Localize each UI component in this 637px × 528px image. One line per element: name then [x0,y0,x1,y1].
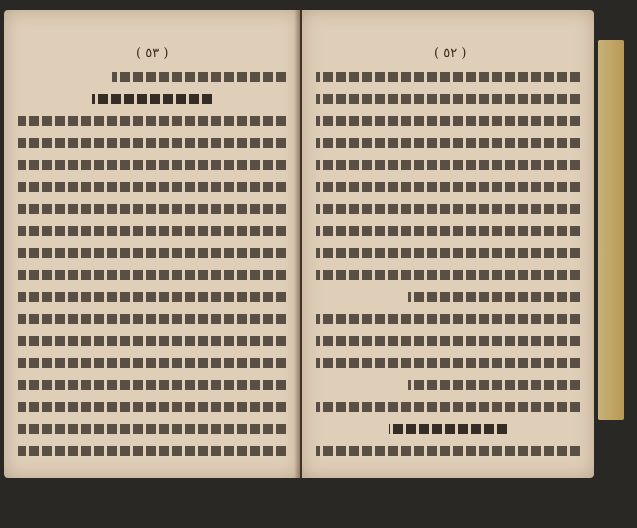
text-line [18,270,286,288]
page-edge-strip [598,40,624,420]
text-line [316,138,580,156]
text-line [316,314,580,332]
text-line [18,380,286,398]
text-line [316,94,580,112]
text-line [18,204,286,222]
right-page-text-lines [316,68,580,468]
page-number-left: ( ٥٣ ) [136,46,169,61]
right-page [302,10,594,478]
text-line [316,380,580,398]
text-line [316,182,580,200]
text-line [18,314,286,332]
text-line [18,160,286,178]
section-heading-line [18,94,286,112]
text-line [316,336,580,354]
text-line [316,72,580,90]
page-number-right: ( ٥٢ ) [434,46,467,61]
text-line [316,402,580,420]
text-line [316,160,580,178]
text-line [18,424,286,442]
text-line [18,336,286,354]
text-line [316,116,580,134]
text-line [18,358,286,376]
text-line [18,402,286,420]
text-line [316,358,580,376]
text-line [18,248,286,266]
section-heading-line [316,424,580,442]
text-line [316,270,580,288]
left-page [4,10,300,478]
text-line [316,248,580,266]
text-line [316,226,580,244]
text-line [316,446,580,464]
text-line [18,226,286,244]
text-line [316,204,580,222]
text-line [18,182,286,200]
text-line [316,292,580,310]
text-line [18,292,286,310]
text-line [18,138,286,156]
text-line [18,446,286,464]
left-page-text-lines [18,68,286,468]
text-line [18,72,286,90]
text-line [18,116,286,134]
